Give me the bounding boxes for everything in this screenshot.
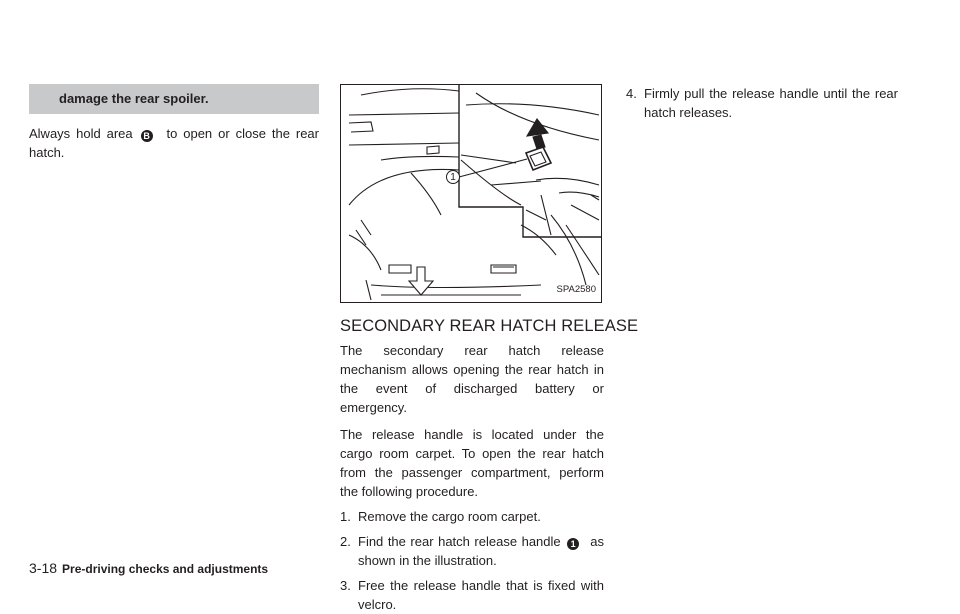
right-column bbox=[626, 84, 898, 122]
step-number: 1. bbox=[340, 509, 351, 524]
step-2 bbox=[340, 532, 604, 570]
step-4 bbox=[626, 84, 898, 122]
illustration-figure bbox=[340, 84, 602, 303]
callout-1-icon: 1 bbox=[446, 170, 460, 184]
page-footer bbox=[29, 560, 268, 577]
footer-section-name: Pre-driving checks and adjustments bbox=[62, 562, 269, 576]
step-number: 3. bbox=[340, 578, 351, 593]
step-text bbox=[358, 532, 604, 570]
figure-code: SPA2580 bbox=[556, 284, 596, 295]
location-paragraph: The release handle is located under the cargo room carpet. To open the rear hatch from the passenger compartment, perform the following procedure. bbox=[340, 427, 604, 499]
step-number: 2. bbox=[340, 534, 351, 549]
hold-text-before: Always hold area bbox=[29, 126, 133, 141]
step-number: 4. bbox=[626, 86, 637, 101]
step-1 bbox=[340, 507, 604, 526]
intro-paragraph: The secondary rear hatch release mechanism allows opening the rear hatch in the event of discharged battery or emergency. bbox=[340, 343, 604, 415]
warning-box bbox=[29, 84, 319, 114]
page-number: 3-18 bbox=[29, 560, 58, 576]
hold-area-paragraph bbox=[29, 124, 319, 162]
hold-text-after: to open or close the rear hatch. bbox=[29, 126, 319, 160]
step-3 bbox=[340, 576, 604, 614]
middle-column bbox=[340, 84, 639, 614]
step-text-before: Find the rear hatch release handle bbox=[358, 534, 561, 549]
callout-1-icon: 1 bbox=[567, 538, 579, 550]
left-column bbox=[29, 84, 319, 162]
step-text: Free the release handle that is fixed with velcro. bbox=[358, 578, 604, 612]
warning-text: damage the rear spoiler. bbox=[59, 91, 209, 106]
step-text: Firmly pull the release handle until the rear hatch releases. bbox=[644, 86, 898, 120]
cargo-area-illustration bbox=[341, 85, 601, 302]
callout-b-icon: B bbox=[141, 130, 153, 142]
step-text: Remove the cargo room carpet. bbox=[358, 509, 541, 524]
section-title: SECONDARY REAR HATCH RELEASE bbox=[340, 317, 639, 335]
step-text-after: as shown in the illustration. bbox=[358, 534, 604, 568]
